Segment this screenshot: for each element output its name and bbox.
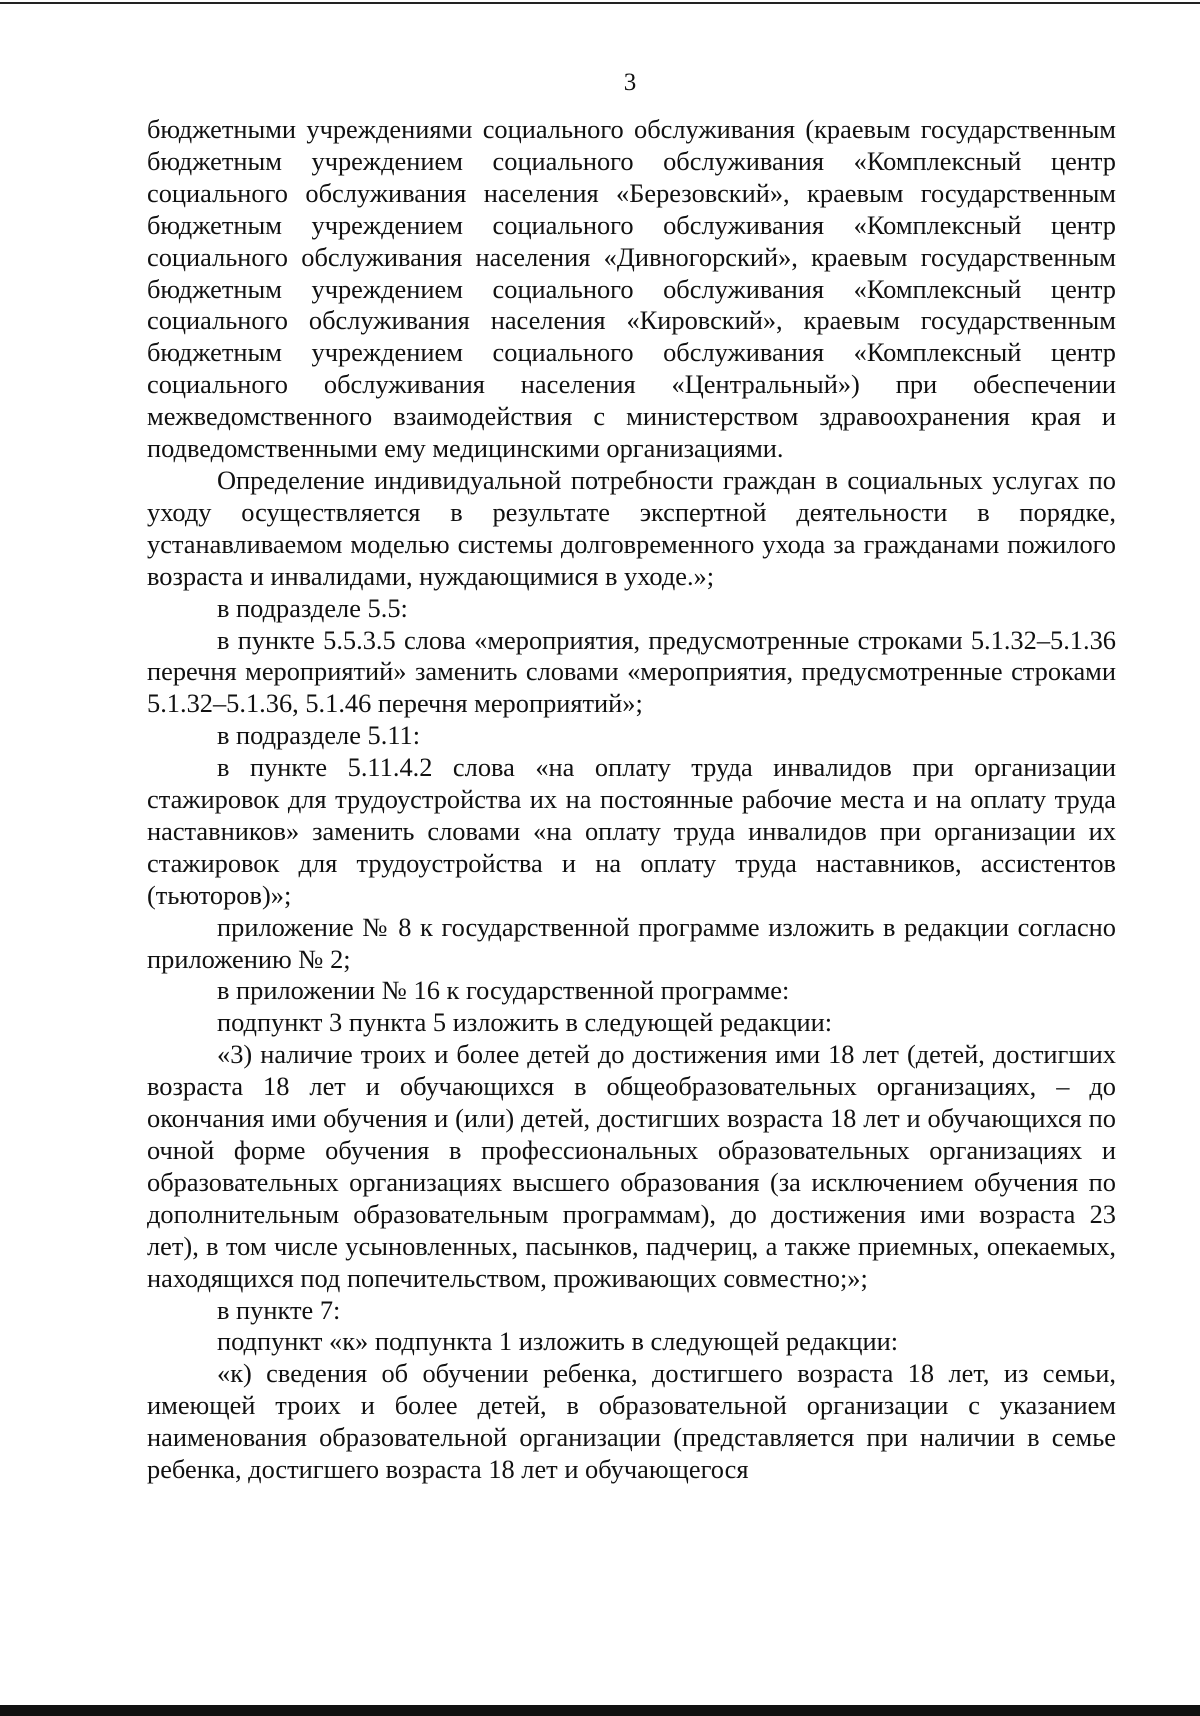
paragraph-13: «к) сведения об обучении ребенка, достигшего возраста 18 лет, из семьи, имеющей троих и более детей, в образовательной организации с указанием наименования образовательной организации (представляется при наличии в семье ребенка, достигшего возраста 18 лет и обучающегося bbox=[147, 1358, 1116, 1485]
bottom-scan-border bbox=[0, 1705, 1200, 1716]
paragraph-4: в пункте 5.5.3.5 слова «мероприятия, предусмотренные строками 5.1.32–5.1.36 перечня мероприятий» заменить словами «мероприятия, предусмотренные строками 5.1.32–5.1.36, 5.1.46 перечня мероприятий»; bbox=[147, 624, 1116, 719]
paragraph-3: в подразделе 5.5: bbox=[217, 592, 408, 623]
page-number: 3 bbox=[623, 69, 637, 96]
paragraph-11: в пункте 7: bbox=[217, 1294, 341, 1325]
paragraph-12: подпункт «к» подпункта 1 изложить в следующей редакции: bbox=[217, 1326, 899, 1357]
paragraph-7: приложение № 8 к государственной программе изложить в редакции согласно приложению № 2; bbox=[147, 911, 1116, 974]
paragraph-9: подпункт 3 пункта 5 изложить в следующей редакции: bbox=[217, 1007, 833, 1038]
paragraph-6: в пункте 5.11.4.2 слова «на оплату труда инвалидов при организации стажировок для трудоустройства их на постоянные рабочие места и на оплату труда наставников» заменить словами «на оплату труда инвалидов при организации их стажировок для трудоустройства и на оплату труда наставников, ассистентов (тьюторов)»; bbox=[147, 752, 1116, 910]
top-scan-border bbox=[0, 2, 1200, 4]
paragraph-10: «3) наличие троих и более детей до достижения ими 18 лет (детей, достигших возраста 18 лет и обучающихся в общеобразовательных организациях, – до окончания ими обучения и (или) детей, достигших возраста 18 лет и обучающихся по очной форме обучения в профессиональных образовательных организациях и образовательных организациях высшего образования (за исключением обучения по дополнительным образовательным программам), до достижения ими возраста 23 лет), в том числе усыновленных, пасынков, падчериц, а также приемных, опекаемых, находящихся под попечительством, проживающих совместно;»; bbox=[147, 1039, 1116, 1293]
paragraph-2: Определение индивидуальной потребности граждан в социальных услугах по уходу осуществляется в результате экспертной деятельности в порядке, устанавливаемом моделью системы долговременного ухода за гражданами пожилого возраста и инвалидами, нуждающимися в уходе.»; bbox=[147, 464, 1116, 591]
paragraph-8: в приложении № 16 к государственной программе: bbox=[217, 975, 790, 1006]
paragraph-1: бюджетными учреждениями социального обслуживания (краевым государственным бюджетным учреждением социального обслуживания «Комплексный центр социального обслуживания населения «Березовский», краевым государственным бюджетным учреждением социального обслуживания «Комплексный центр социального обслуживания населения «Дивногорский», краевым государственным бюджетным учреждением социального обслуживания «Комплексный центр социального обслуживания населения «Кировский», краевым государственным бюджетным учреждением социального обслуживания «Комплексный центр социального обслуживания населения «Центральный») при обеспечении межведомственного взаимодействия с министерством здравоохранения края и подведомственными ему медицинскими организациями. bbox=[147, 114, 1116, 464]
document-body bbox=[147, 114, 1116, 1486]
paragraph-5: в подразделе 5.11: bbox=[217, 720, 421, 751]
